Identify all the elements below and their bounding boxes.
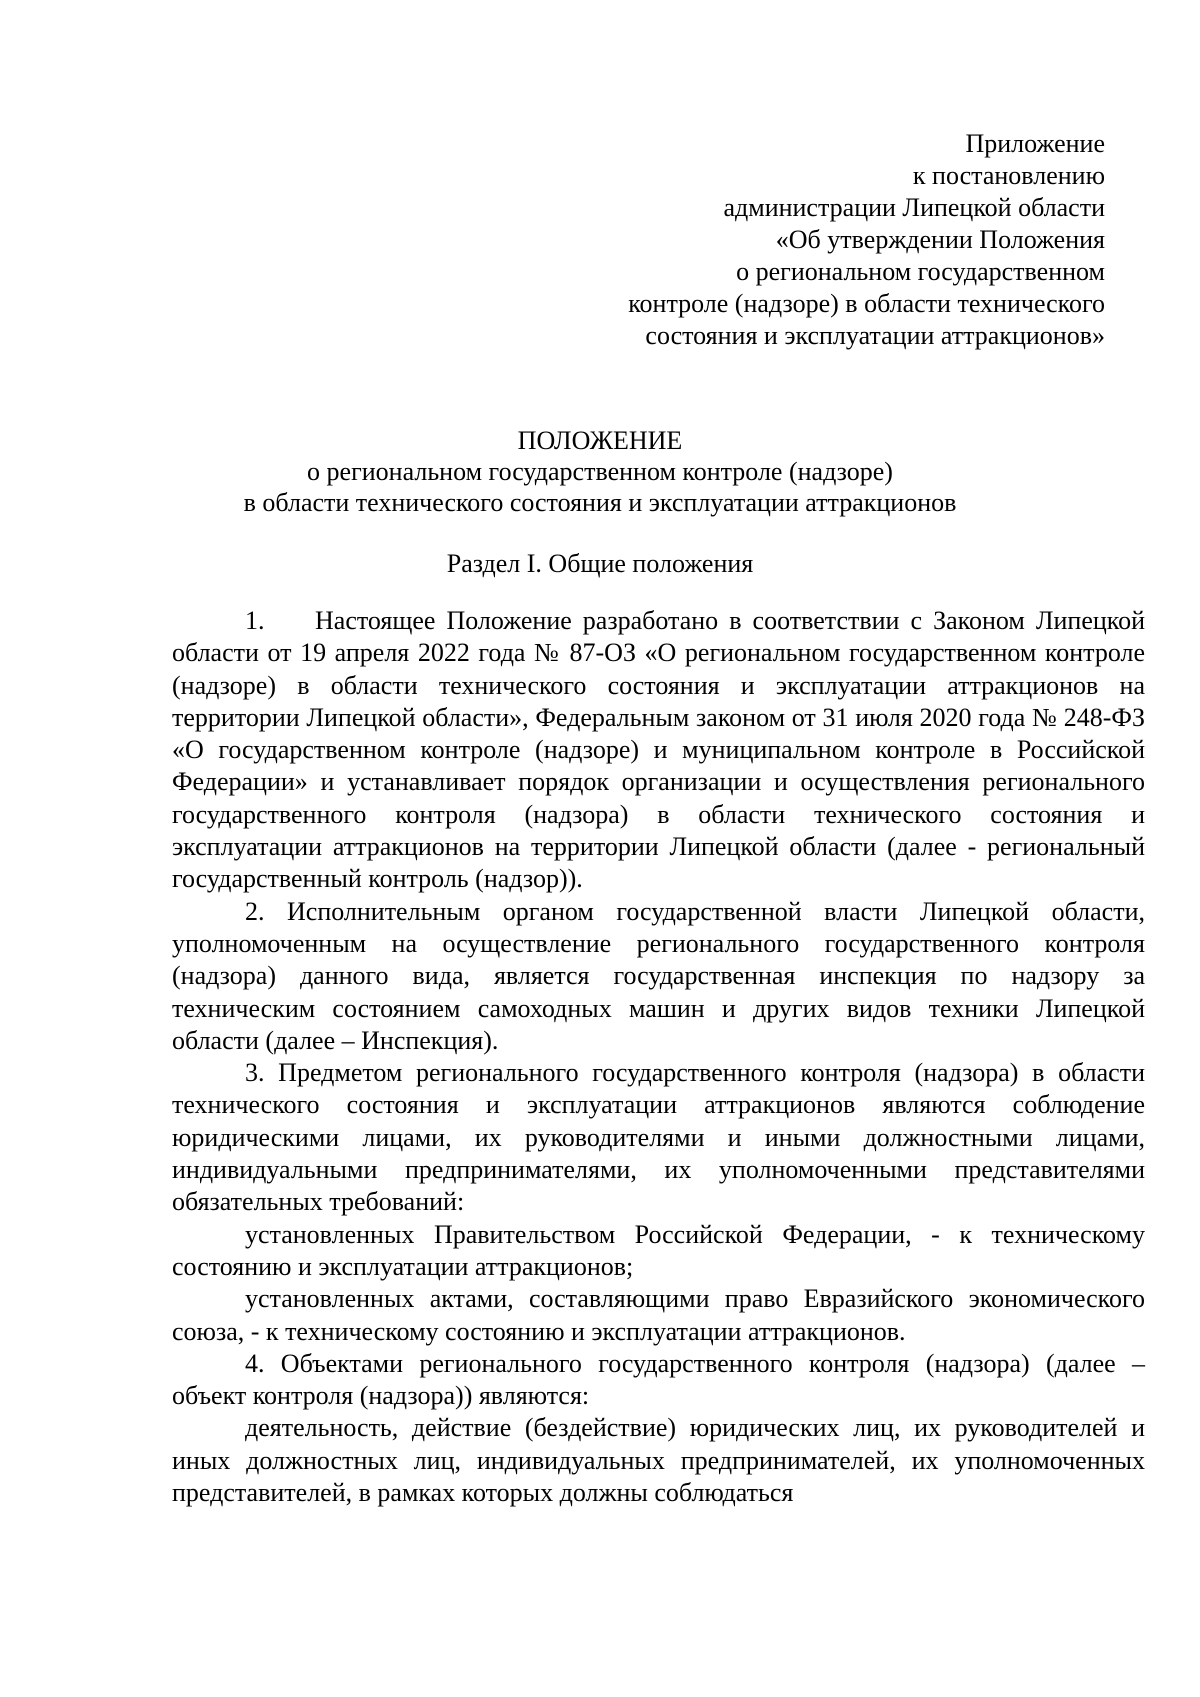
paragraph-3-item-a: установленных Правительством Российской Федерации, - к техническому состоянию и эксплуатации аттракционов; xyxy=(172,1219,1145,1281)
document-title: ПОЛОЖЕНИЕ xyxy=(517,426,683,455)
document-subtitle-line-2: в области технического состояния и эксплуатации аттракционов xyxy=(243,488,957,517)
paragraph-1-text: Настоящее Положение разработано в соответствии с Законом Липецкой области от 19 апреля 2022 года № 87-ОЗ «О региональном государственном контроле (надзоре) в области технического состояния и эксплуатации аттракционов на территории Липецкой области», Федеральным законом от 31 июля 2020 года № 248-ФЗ «О государственном контроле (надзоре) и муниципальном контроле в Российской Федерации» и устанавливает порядок организации и осуществления регионального государственного контроля (надзора) в области технического состояния и эксплуатации аттракционов на территории Липецкой области (далее - региональный государственный контроль (надзор)). xyxy=(172,606,1145,894)
appendix-line: о региональном государственном xyxy=(736,257,1105,286)
paragraph-4-item-a: деятельность, действие (бездействие) юридических лиц, их руководителей и иных должностных лиц, индивидуальных предпринимателей, их уполномоченных представителей, в рамках которых должны соблюдаться xyxy=(172,1413,1145,1508)
paragraph-1 xyxy=(172,605,1145,896)
appendix-line: администрации Липецкой области xyxy=(723,193,1105,222)
document-body xyxy=(172,605,1145,1509)
paragraph-3-item-b: установленных актами, составляющими право Евразийского экономического союза, - к техническому состоянию и эксплуатации аттракционов. xyxy=(172,1284,1145,1346)
appendix-line: «Об утверждении Положения xyxy=(775,225,1105,254)
paragraph-4: 4. Объектами регионального государственного контроля (надзора) (далее – объект контроля (надзора)) являются: xyxy=(172,1348,1145,1411)
appendix-line: состояния и эксплуатации аттракционов» xyxy=(645,321,1105,350)
paragraph-3: 3. Предметом регионального государственного контроля (надзора) в области технического состояния и эксплуатации аттракционов являются соблюдение юридическими лицами, их руководителями и иными должностными лицами, индивидуальными предпринимателями, их уполномоченными представителями обязательных требований: xyxy=(172,1058,1145,1217)
appendix-line: к постановлению xyxy=(912,161,1105,190)
appendix-line: Приложение xyxy=(965,129,1105,158)
paragraph-1-number: 1. xyxy=(245,606,265,635)
section-heading: Раздел I. Общие положения xyxy=(446,549,754,578)
appendix-header xyxy=(628,128,1105,352)
paragraph-2: 2. Исполнительным органом государственной власти Липецкой области, уполномоченным на осуществление регионального государственного контроля (надзора) данного вида, является государственная инспекция по надзору за техническим состоянием самоходных машин и других видов техники Липецкой области (далее – Инспекция). xyxy=(172,896,1145,1055)
document-subtitle-line-1: о региональном государственном контроле (надзоре) xyxy=(307,457,893,486)
appendix-line: контроле (надзоре) в области технического xyxy=(628,289,1105,318)
